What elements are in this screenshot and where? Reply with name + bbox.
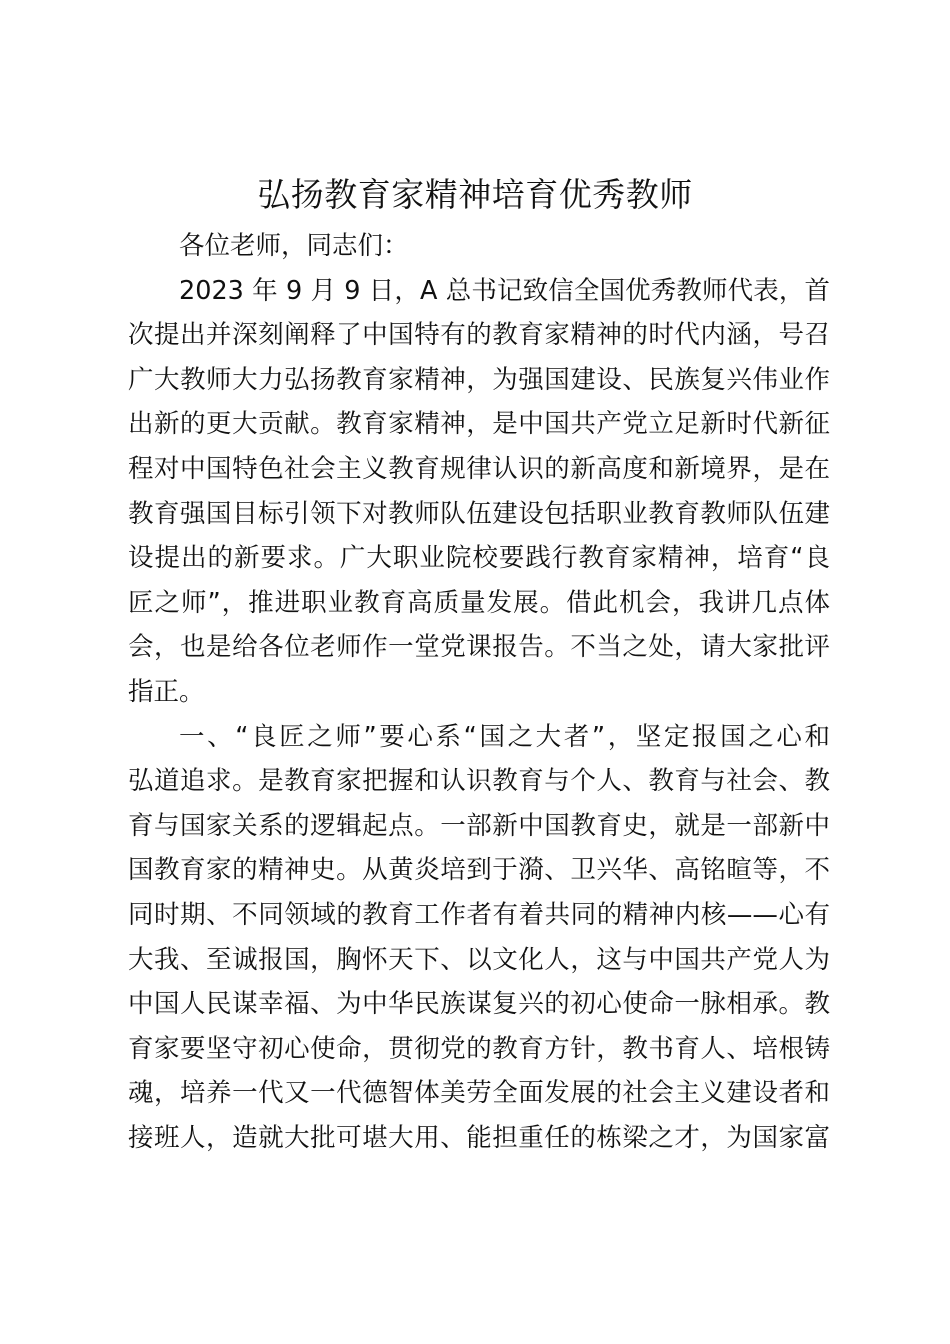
- paragraph-line: 育家要坚守初心使命，贯彻党的教育方针，教书育人、培根铸: [128, 1033, 830, 1064]
- paragraph-line: 出新的更大贡献。教育家精神，是中国共产党立足新时代新征: [128, 409, 830, 440]
- paragraph-line: 魂，培养一代又一代德智体美劳全面发展的社会主义建设者和: [128, 1078, 830, 1109]
- paragraph-line: 会，也是给各位老师作一堂党课报告。不当之处，请大家批评: [128, 632, 830, 663]
- paragraph-line: 指正。: [128, 677, 205, 707]
- paragraph-line: 大我、至诚报国，胸怀天下、以文化人，这与中国共产党人为: [128, 944, 830, 975]
- paragraph-line: 程对中国特色社会主义教育规律认识的新高度和新境界，是在: [128, 454, 830, 484]
- paragraph-line: 中国人民谋幸福、为中华民族谋复兴的初心使命一脉相承。教: [128, 989, 830, 1020]
- section-heading-line: 一、“良匠之师”要心系“国之大者”，坚定报国之心和: [179, 721, 830, 752]
- paragraph-line: 广大教师大力弘扬教育家精神，为强国建设、民族复兴伟业作: [128, 364, 830, 395]
- paragraph-line: 设提出的新要求。广大职业院校要践行教育家精神，培育“良: [128, 543, 830, 574]
- paragraph-line: 国教育家的精神史。从黄炎培到于漪、卫兴华、高铭暄等，不: [128, 855, 830, 886]
- paragraph-line: 接班人，造就大批可堪大用、能担重任的栋梁之才，为国家富: [128, 1123, 830, 1153]
- paragraph-line: 育与国家关系的逻辑起点。一部新中国教育史，就是一部新中: [128, 810, 830, 841]
- paragraph-line: 匠之师”，推进职业教育高质量发展。借此机会，我讲几点体: [128, 587, 830, 618]
- paragraph-line: 同时期、不同领域的教育工作者有着共同的精神内核——心有: [128, 900, 830, 930]
- paragraph-line: 2023 年 9 月 9 日，A 总书记致信全国优秀教师代表，首: [179, 275, 830, 306]
- salutation: 各位老师，同志们：: [179, 231, 409, 261]
- paragraph-line: 教育强国目标引领下对教师队伍建设包括职业教育教师队伍建: [128, 498, 830, 529]
- document-title: 弘扬教育家精神培育优秀教师: [257, 175, 693, 214]
- paragraph-line: 次提出并深刻阐释了中国特有的教育家精神的时代内涵，号召: [128, 320, 830, 351]
- paragraph-line: 弘道追求。是教育家把握和认识教育与个人、教育与社会、教: [128, 766, 830, 797]
